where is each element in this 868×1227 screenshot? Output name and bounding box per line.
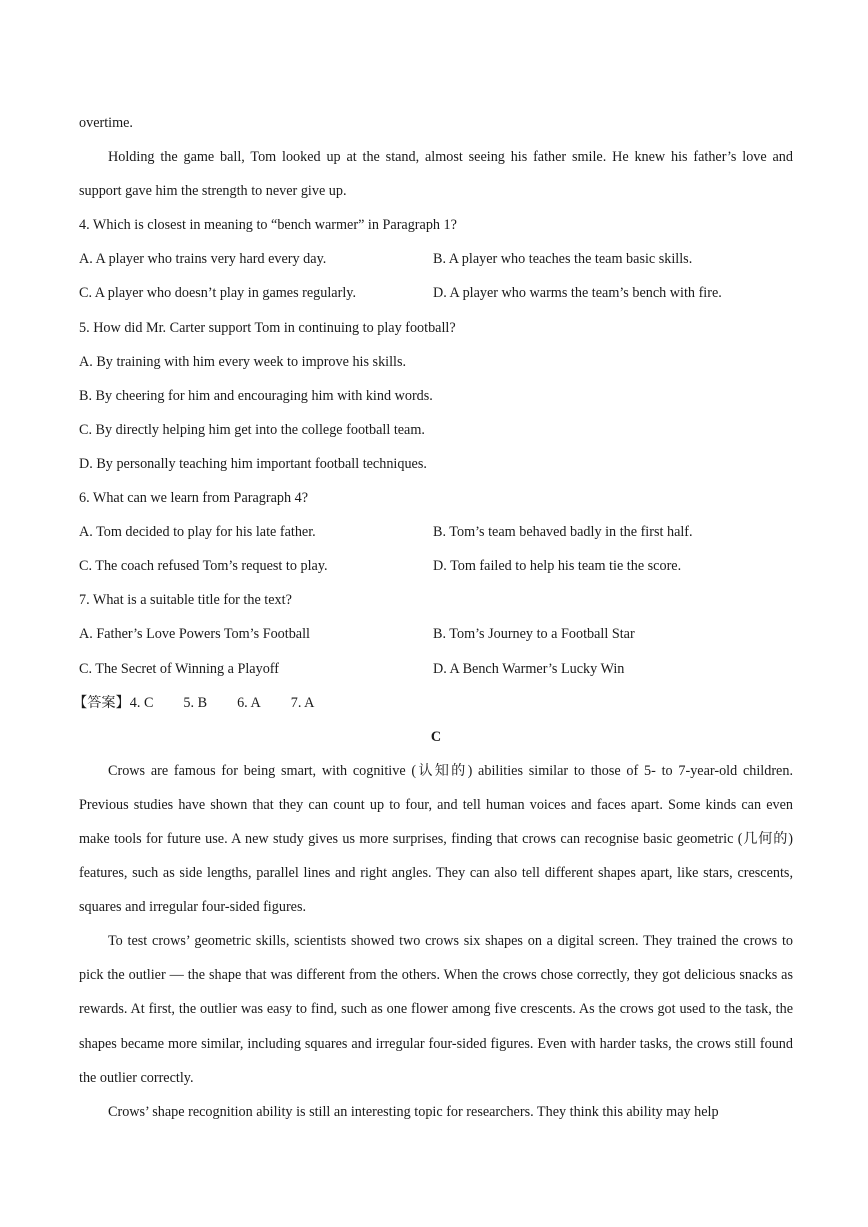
answer-key	[73, 686, 793, 720]
option-4a: A. A player who trains very hard every day.	[79, 251, 327, 268]
question-5-stem: 5. How did Mr. Carter support Tom in continuing to play football?	[79, 319, 456, 336]
option-7a: A. Father’s Love Powers Tom’s Football	[79, 626, 310, 643]
question-4-options-row-1	[79, 242, 793, 276]
answer-item: 6. A	[237, 694, 261, 711]
answer-item: 4. C	[129, 694, 154, 711]
option-4b: B. A player who teaches the team basic skills.	[433, 251, 693, 268]
option-6c: C. The coach refused Tom’s request to play.	[79, 558, 328, 575]
option-7b: B. Tom’s Journey to a Football Star	[433, 626, 635, 643]
option-6d: D. Tom failed to help his team tie the score.	[433, 558, 682, 575]
option-7d: D. A Bench Warmer’s Lucky Win	[433, 660, 625, 677]
answer-item: 5. B	[183, 694, 208, 711]
question-4-options-row-2	[79, 276, 793, 310]
option-4c: C. A player who doesn’t play in games regularly.	[79, 285, 356, 302]
option-5c: C. By directly helping him get into the college football team.	[79, 421, 425, 438]
passage-paragraph-1: Crows are famous for being smart, with cognitive (认知的) abilities similar to those of 5- to 7-year-old children. Previous studies have shown that they can count up to four, and tell human voices and faces apart. Some kinds can even make tools for future use. A new study gives us more surprises, finding that crows can recognise basic geometric (几何的) features, such as side lengths, parallel lines and right angles. They can also tell different shapes apart, like stars, crescents, squares and irregular four-sided figures.	[79, 762, 793, 916]
answer-tag: 【答案】	[73, 694, 130, 711]
question-4-stem: 4. Which is closest in meaning to “bench warmer” in Paragraph 1?	[79, 217, 457, 234]
option-5d: D. By personally teaching him important football techniques.	[79, 455, 427, 472]
answer-item: 7. A	[290, 694, 315, 711]
option-4d: D. A player who warms the team’s bench with fire.	[433, 285, 722, 302]
passage-paragraph-3: Crows’ shape recognition ability is still an interesting topic for researchers. They think this ability may help	[108, 1103, 719, 1120]
option-5b: B. By cheering for him and encouraging him with kind words.	[79, 387, 433, 404]
question-6-options-row-1	[79, 515, 793, 549]
option-6b: B. Tom’s team behaved badly in the first half.	[433, 524, 693, 541]
option-7c: C. The Secret of Winning a Playoff	[79, 660, 279, 677]
question-6-options-row-2	[79, 549, 793, 583]
option-6a: A. Tom decided to play for his late father.	[79, 524, 316, 541]
question-6-stem: 6. What can we learn from Paragraph 4?	[79, 490, 309, 507]
story-paragraph: Holding the game ball, Tom looked up at the stand, almost seeing his father smile. He knew his father’s love and support gave him the strength to never give up.	[79, 149, 793, 200]
question-7-options-row-1	[79, 617, 793, 651]
question-7-options-row-2	[79, 652, 793, 686]
story-fragment: overtime.	[79, 115, 133, 131]
passage-paragraph-2: To test crows’ geometric skills, scientists showed two crows six shapes on a digital screen. They trained the crows to pick the outlier — the shape that was different from the others. When the crows chose correctly, they got delicious snacks as rewards. At first, the outlier was easy to find, such as one flower among five crescents. As the crows got used to the task, the shapes became more similar, including squares and irregular four-sided figures. Even with harder tasks, the crows still found the outlier correctly.	[79, 933, 793, 1086]
section-heading: C	[430, 728, 442, 745]
option-5a: A. By training with him every week to improve his skills.	[79, 353, 407, 370]
document-page	[73, 106, 793, 1129]
question-7-stem: 7. What is a suitable title for the text?	[79, 592, 292, 609]
